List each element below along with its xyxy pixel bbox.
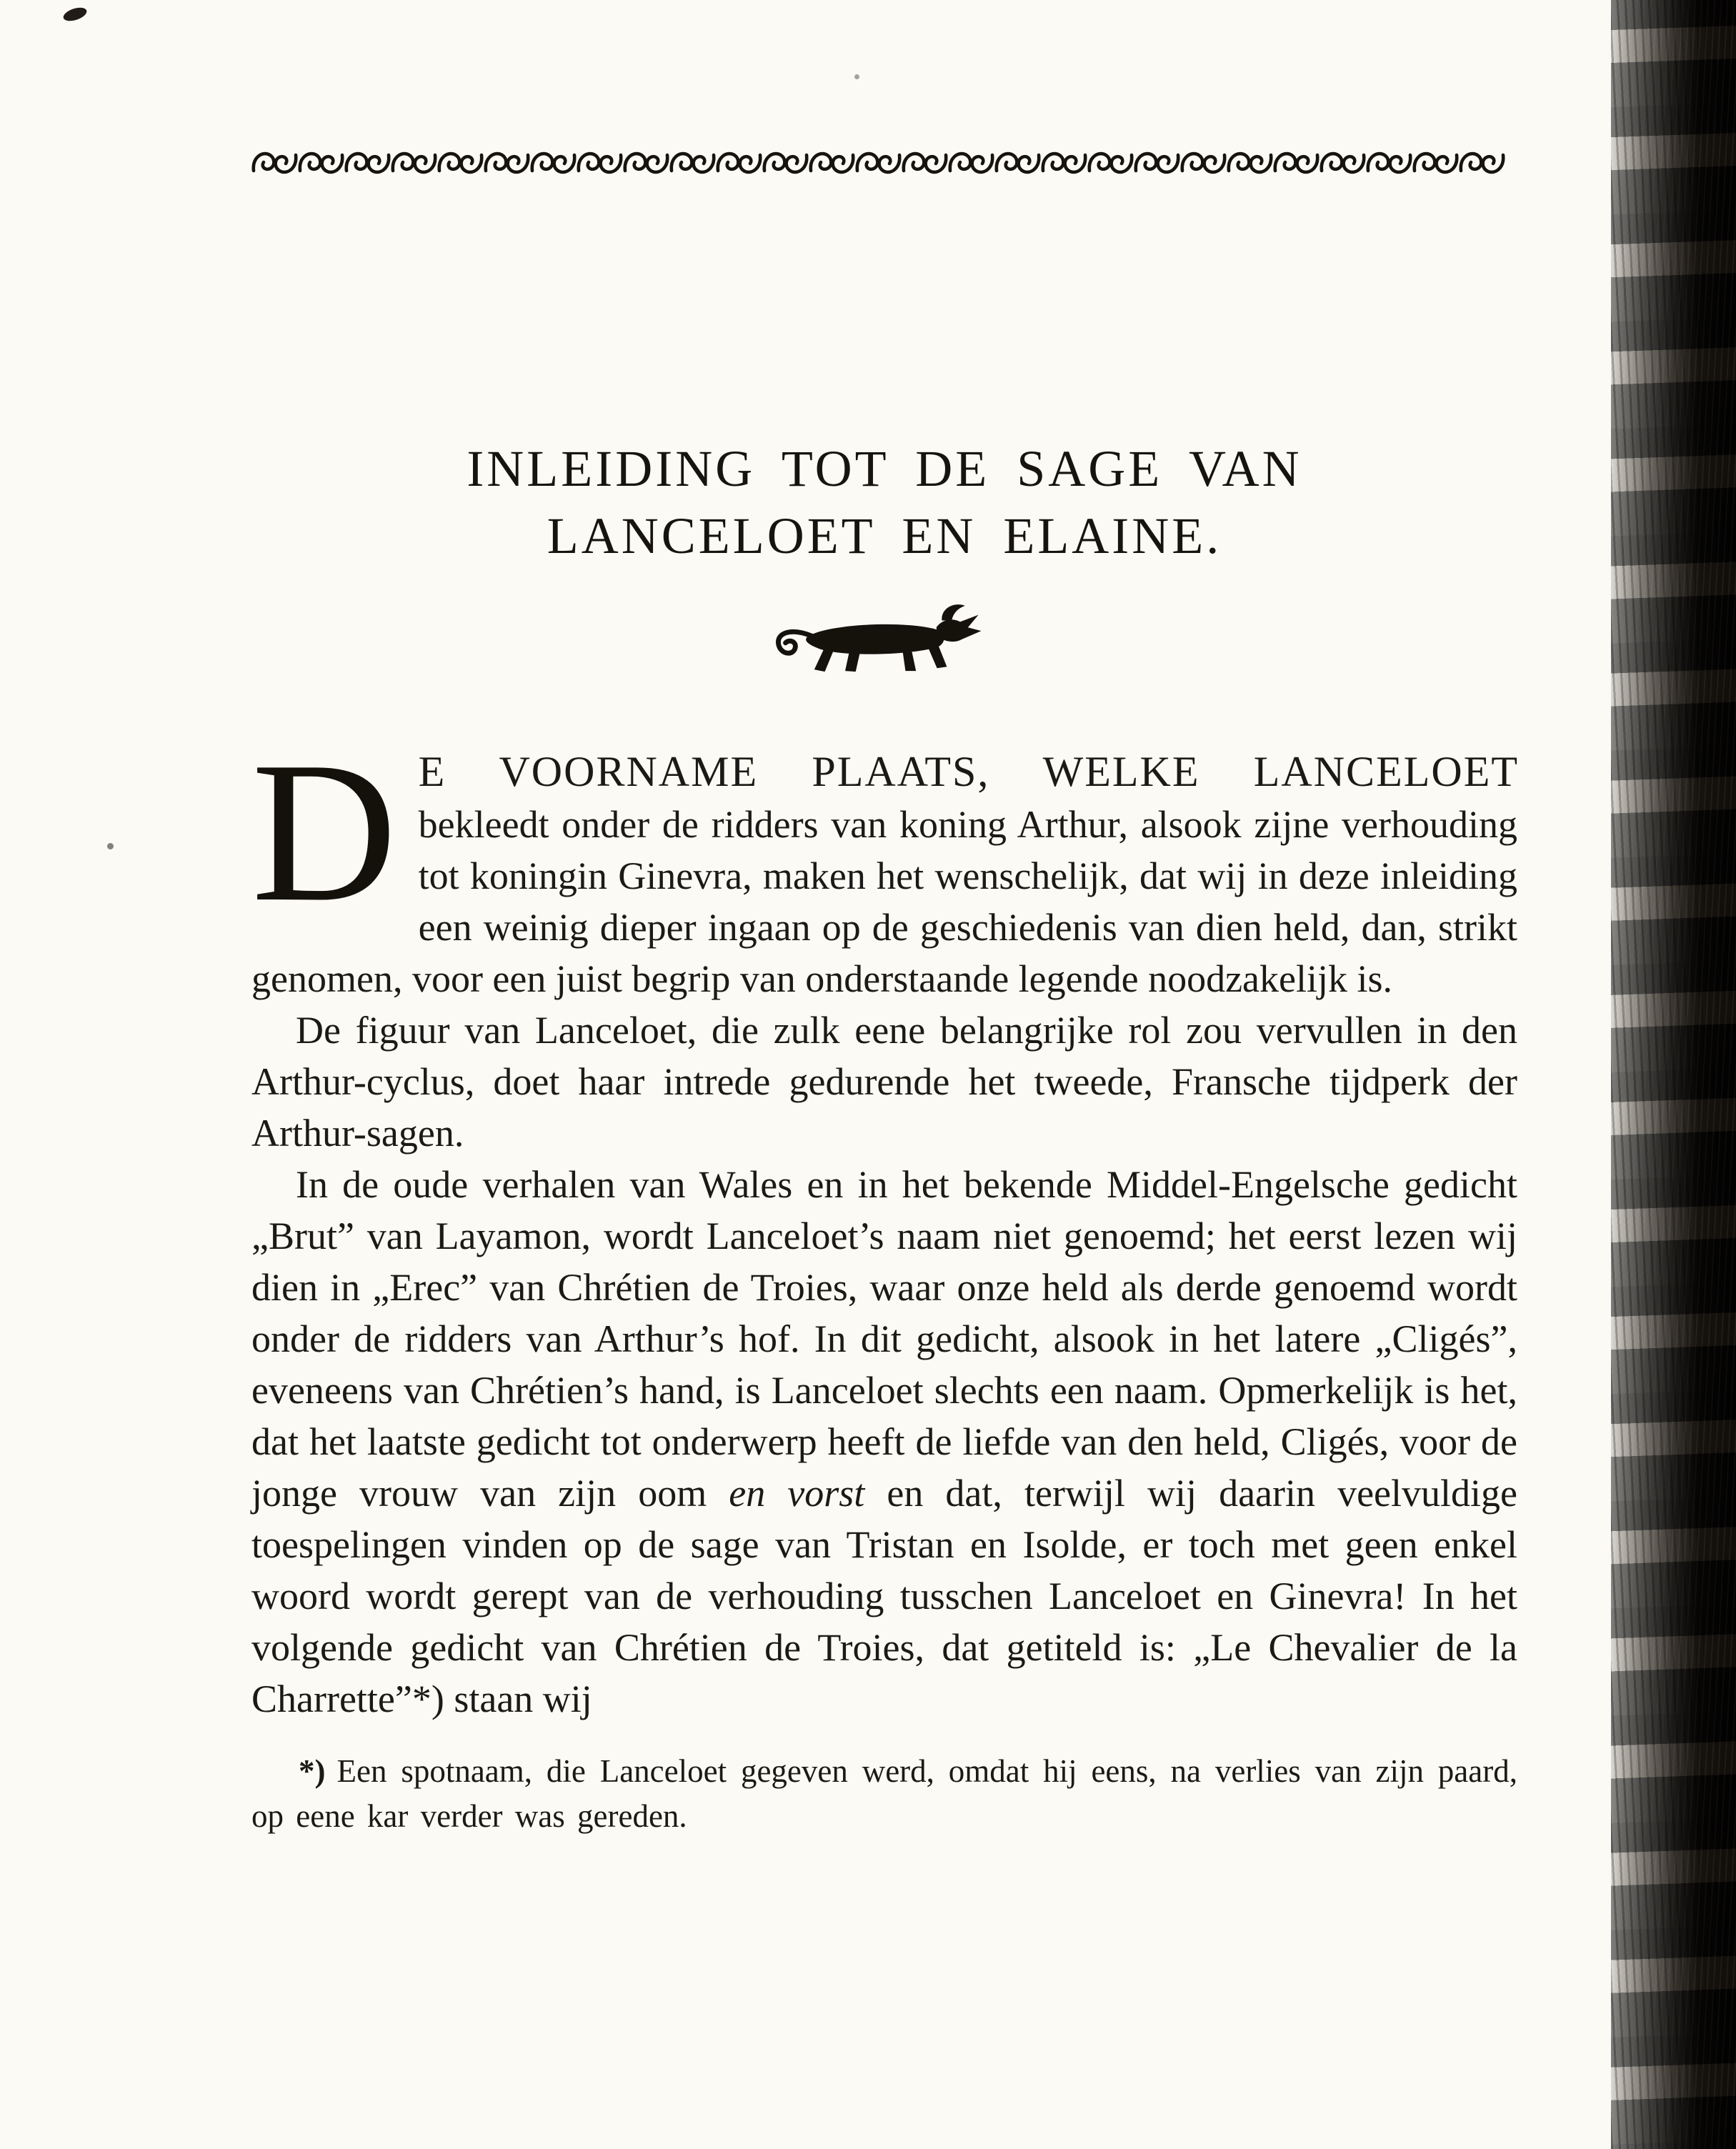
text-run: en dat, terwijl wij daarin veelvuldige toespelingen vinden op de sage van Tristan en Isolde, er toch met geen enkel woord wordt gerept van de verhouding tusschen Lanceloet en Ginevra! In het volgende gedicht van Chrétien de Troies, dat getiteld is: „Le Chevalier de la Charrette”*) staan wij: [251, 1472, 1517, 1720]
lion-ornament-icon: [763, 599, 1006, 677]
footnote-paragraph: [251, 1749, 1517, 1839]
dropcap-initial: D: [251, 720, 397, 943]
body-paragraphs: [251, 720, 1517, 1725]
paragraph: [251, 720, 1517, 1004]
chapter-title: [251, 435, 1517, 569]
text-run: In de oude verhalen van Wales en in het bekende Middel-Engelsche gedicht „Brut” van Layamon, wordt Lanceloet’s naam niet genoemd; het eerst lezen wij dien in „Erec” van Chrétien de Troies, waar onze held als derde genoemd wordt onder de ridders van Arthur’s hof. In dit gedicht, alsook in het latere „Cligés”, eveneens van Chrétien’s hand, is Lanceloet slechts een naam. Opmerkelijk is het, dat het laatste gedicht tot onderwerp heeft de liefde van den held, Cligés, voor de jonge vrouw van zijn oom: [251, 1163, 1517, 1515]
vignette-wrap: [251, 599, 1517, 680]
footnote: [251, 1749, 1517, 1839]
scan-speck: [107, 843, 114, 849]
scroll-frieze-ornament: [251, 146, 1513, 179]
chapter-title-line1: INLEIDING TOT DE SAGE VAN: [467, 440, 1302, 497]
book-gutter-shadow: [1611, 0, 1736, 2149]
text-run: De figuur van Lanceloet, die zulk eene belangrijke rol zou vervullen in den Arthur-cyclus, doet haar intrede gedurende het tweede, Fransche tijdperk der Arthur-sagen.: [251, 1009, 1517, 1155]
italic-run: en vorst: [729, 1472, 865, 1515]
scan-speck: [61, 5, 88, 24]
page-column: [251, 0, 1517, 1839]
paragraph: [251, 1159, 1517, 1725]
footnote-marker: *): [299, 1753, 326, 1789]
footnote-text: Een spotnaam, die Lanceloet gegeven werd, omdat hij eens, na verlies van zijn paard, op eene kar verder was gereden.: [251, 1753, 1517, 1834]
text-run: bekleedt onder de ridders van koning Arthur, alsook zijne verhouding tot koningin Ginevra, maken het wenschelijk, dat wij in deze inleiding een weinig dieper ingaan op de geschiedenis van dien held, dan, strikt genomen, voor een juist begrip van onderstaande legende noodzakelijk is.: [251, 803, 1517, 1000]
lead-caps-run: E VOORNAME PLAATS, WELKE LANCELOET: [418, 748, 1517, 795]
chapter-title-line2: LANCELOET EN ELAINE.: [547, 507, 1222, 564]
paragraph: [251, 1004, 1517, 1159]
